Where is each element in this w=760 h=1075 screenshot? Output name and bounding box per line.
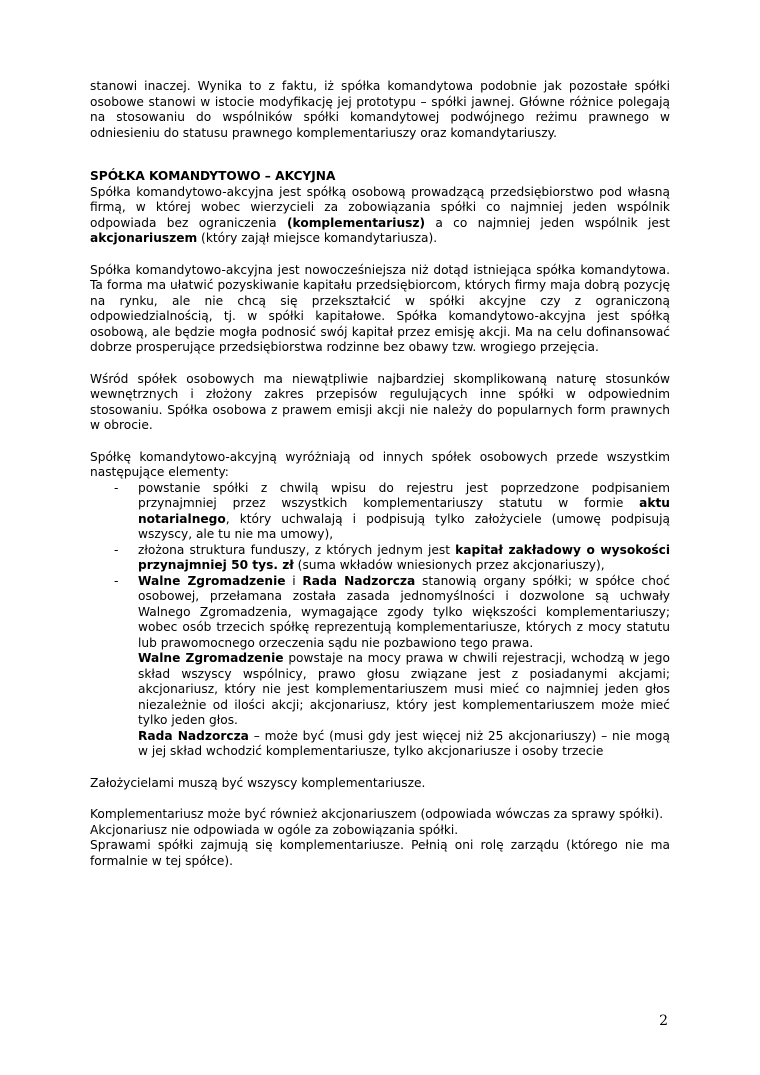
text-span: a co najmniej jeden wspólnik jest (425, 215, 670, 230)
list-continuation (90, 651, 670, 729)
section-heading: SPÓŁKA KOMANDYTOWO – AKCYJNA (90, 169, 336, 183)
text-span: , który uchwalają i podpisują tylko założyciele (umowę podpisują wszyscy, ale tu nie ma umowy), (138, 511, 670, 541)
list-item (90, 574, 670, 652)
text-span: stanowią organy spółki; w spółce choć osobowej, przełamana została zasada jednomyślności i dozwolone są uchwały Walnego Zgromadzenia, wymagające zgody tylko większości komplementariuszy; wobec osób trzecich spółkę reprezentują komplementariusze, których z mocy statutu lub prawomocnego orzeczenia sądu nie pozbawiono tego prawa. (138, 573, 671, 650)
features-intro-paragraph: Spółkę komandytowo-akcyjną wyróżniają od innych spółek osobowych przede wszystkim następujące elementy: (90, 449, 670, 479)
modern-form-paragraph: Spółka komandytowo-akcyjna jest nowocześniejsza niż dotąd istniejąca spółka komandytowa. Ta forma ma ułatwić pozyskiwanie kapitału przedsiębiorcom, których firmy maja dobrą pozycję na rynku, ale nie chcą się przekształcić w spółki akcyjne czy z ograniczoną odpowiedzialnością, tj. w spółki kapitałowe. Spółka komandytowo-akcyjna jest spółką osobową, ale będzie mogła podnosić swój kapitał przez emisję akcji. Ma na celu dofinansować dobrze prosperujące przedsiębiorstwa rodzinne bez obawy tzw. wrogiego przejęcia. (90, 262, 670, 354)
bold-term: Walne Zgromadzenie (138, 573, 286, 588)
text-span: powstanie spółki z chwilą wpisu do rejestru jest poprzedzone podpisaniem przynajmniej przez wszystkich komplementariuszy statutu w formie (138, 480, 670, 510)
complexity-paragraph: Wśród spółek osobowych ma niewątpliwie najbardziej skomplikowaną naturę stosunków wewnętrznych i złożony zakres przepisów regulujących inne spółki w odpowiednim stosowaniu. Spółka osobowa z prawem emisji akcji nie należy do popularnych form prawnych w obrocie. (90, 371, 670, 432)
bold-term: Rada Nadzorcza (138, 728, 249, 743)
text-span: (który zajął miejsce komandytariusza). (197, 231, 438, 245)
text-span: – może być (musi gdy jest więcej niż 25 akcjonariuszy) – nie mogą w jej skład wchodzić komplementariusze, tylko akcjonariusze i osoby trzecie (138, 728, 670, 758)
page-number: 2 (659, 1013, 668, 1029)
text-span: (suma wkładów wniesionych przez akcjonariuszy), (293, 558, 605, 572)
closing-line: Sprawami spółki zajmują się komplementariusze. Pełnią oni rolę zarządu (którego nie ma formalnie w tej spółce). (90, 838, 670, 868)
bold-term: Walne Zgromadzenie (138, 651, 284, 665)
text-span: i (285, 573, 303, 588)
text-span: Spółka komandytowo-akcyjna jest spółką osobową prowadzącą przedsiębiorstwo pod własną firmą, w której wobec wierzycieli za zobowiązania spółki co najmniej jeden wspólnik odpowiada bez ograniczenia (90, 184, 670, 230)
list-dash: - (114, 542, 119, 557)
features-list (90, 481, 670, 652)
closing-line: Komplementariusz może być również akcjonariuszem (odpowiada wówczas za sprawy spółki). (90, 807, 664, 821)
text-span: powstaje na mocy prawa w chwili rejestracji, wchodzą w jego skład wszyscy wspólnicy, prawo głosu związane jest z posiadanymi akcjami; akcjonariusz, który nie jest komplementariuszem musi mieć co najmniej jeden głos niezależnie od ilości akcji; akcjonariusz, który jest komplementariuszem może mieć tylko jeden głos. (138, 651, 671, 727)
text-span: złożona struktura funduszy, z których jednym jest (138, 542, 456, 557)
bold-term: aktu notarialnego (138, 496, 670, 526)
definition-paragraph (90, 185, 670, 247)
list-dash: - (114, 573, 119, 588)
intro-paragraph: stanowi inaczej. Wynika to z faktu, iż spółka komandytowa podobnie jak pozostałe spółki osobowe stanowi w istocie modyfikację jej prototypu – spółki jawnej. Główne różnice polegają na stosowaniu do wspólników spółki komandytowej podwójnego reżimu prawnego w odniesieniu do statusu prawnego komplementariuszy oraz komandytariuszy. (90, 79, 670, 140)
bold-term-akcjonariusz: akcjonariuszem (90, 231, 198, 245)
bold-term-komplementariusz: (komplementariusz) (286, 215, 426, 230)
bold-term: Rada Nadzorcza (302, 573, 416, 588)
founders-paragraph: Założycielami muszą być wszyscy komplementariusze. (90, 775, 426, 790)
document-page (90, 79, 670, 869)
list-item (90, 481, 670, 543)
closing-line: Akcjonariusz nie odpowiada w ogóle za zobowiązania spółki. (90, 822, 459, 837)
bold-term: kapitał zakładowy o wysokości przynajmniej 50 tys. zł (138, 542, 671, 572)
list-dash: - (114, 480, 119, 495)
list-item (90, 543, 670, 574)
list-continuation (90, 729, 670, 760)
